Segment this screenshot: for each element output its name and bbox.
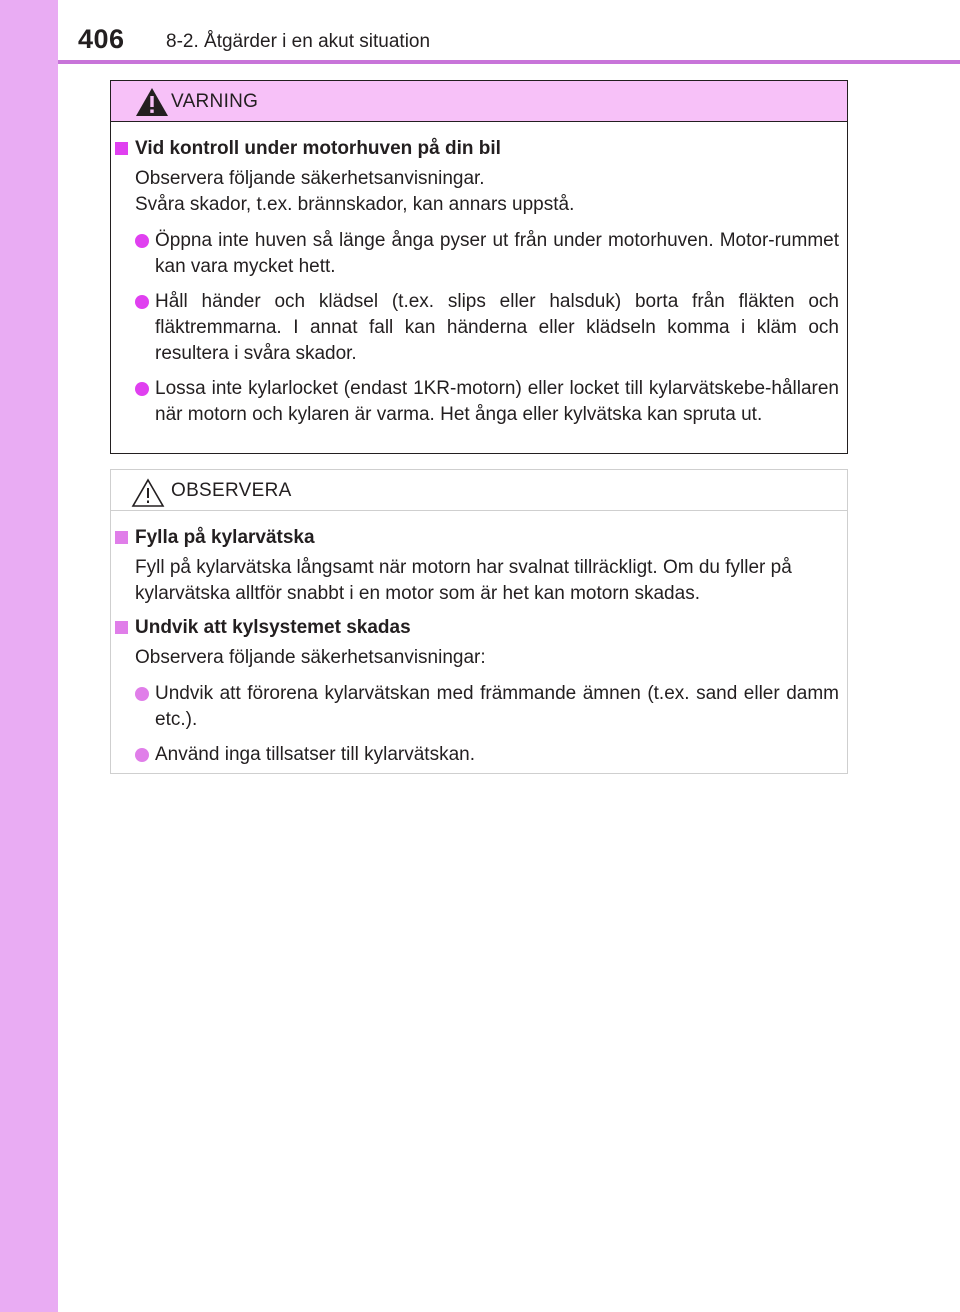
warning-intro [111, 166, 839, 218]
caution-paragraph-1: Fyll på kylarvätska långsamt när motorn har svalnat tillräckligt. Om du fyller på kylarvätska alltför snabbt i en motor som är het kan motorn skadas. [135, 557, 792, 604]
warning-header [111, 81, 847, 122]
caution-subheading-1 [111, 525, 839, 551]
caution-bullet-text: Undvik att förorena kylarvätskan med främmande ämnen (t.ex. sand eller damm etc.). [155, 683, 839, 730]
page-number: 406 [78, 24, 125, 54]
round-bullet-icon [135, 382, 149, 396]
round-bullet-icon [135, 687, 149, 701]
warning-bullet [111, 289, 839, 367]
caution-body [111, 511, 847, 768]
warning-bullet [111, 228, 839, 280]
caution-header [111, 470, 847, 511]
warning-intro-line: Svåra skador, t.ex. brännskador, kan annars uppstå. [135, 194, 575, 215]
caution-bullet [111, 742, 839, 768]
warning-body [111, 122, 847, 428]
caution-subheading-text: Undvik att kylsystemet skadas [135, 617, 411, 638]
warning-box [110, 80, 848, 454]
warning-subheading-text: Vid kontroll under motorhuven på din bil [135, 138, 501, 159]
caution-title: OBSERVERA [171, 480, 292, 501]
section-title: 8-2. Åtgärder i en akut situation [166, 31, 431, 52]
caution-bullet [111, 681, 839, 733]
warning-intro-line: Observera följande säkerhetsanvisningar. [135, 168, 485, 189]
warning-bullet-text: Lossa inte kylarlocket (endast 1KR-motorn) eller locket till kylarvätskebe-hållaren när motorn och kylaren är varma. Het ånga eller kylvätska kan spruta ut. [155, 378, 839, 425]
round-bullet-icon [135, 234, 149, 248]
caution-bullet-text: Använd inga tillsatser till kylarvätskan. [155, 744, 475, 765]
caution-triangle-icon [131, 478, 165, 508]
side-color-band [0, 0, 58, 1312]
caution-subheading-2 [111, 615, 839, 641]
square-bullet-icon [115, 621, 128, 634]
warning-title: VARNING [171, 91, 259, 112]
header-divider [58, 60, 960, 64]
warning-triangle-icon [135, 87, 169, 117]
round-bullet-icon [135, 748, 149, 762]
caution-box [110, 469, 848, 774]
caution-paragraph-2: Observera följande säkerhetsanvisningar: [135, 647, 486, 668]
round-bullet-icon [135, 295, 149, 309]
square-bullet-icon [115, 531, 128, 544]
caution-subheading-text: Fylla på kylarvätska [135, 527, 315, 548]
square-bullet-icon [115, 142, 128, 155]
warning-bullet [111, 376, 839, 428]
warning-subheading [111, 136, 839, 162]
warning-bullet-text: Öppna inte huven så länge ånga pyser ut från under motorhuven. Motor-rummet kan vara mycket hett. [155, 230, 839, 277]
warning-bullet-text: Håll händer och klädsel (t.ex. slips eller halsduk) borta från fläkten och fläktremmarna. I annat fall kan händerna eller klädseln komma i kläm och resultera i svåra skador. [155, 291, 839, 364]
